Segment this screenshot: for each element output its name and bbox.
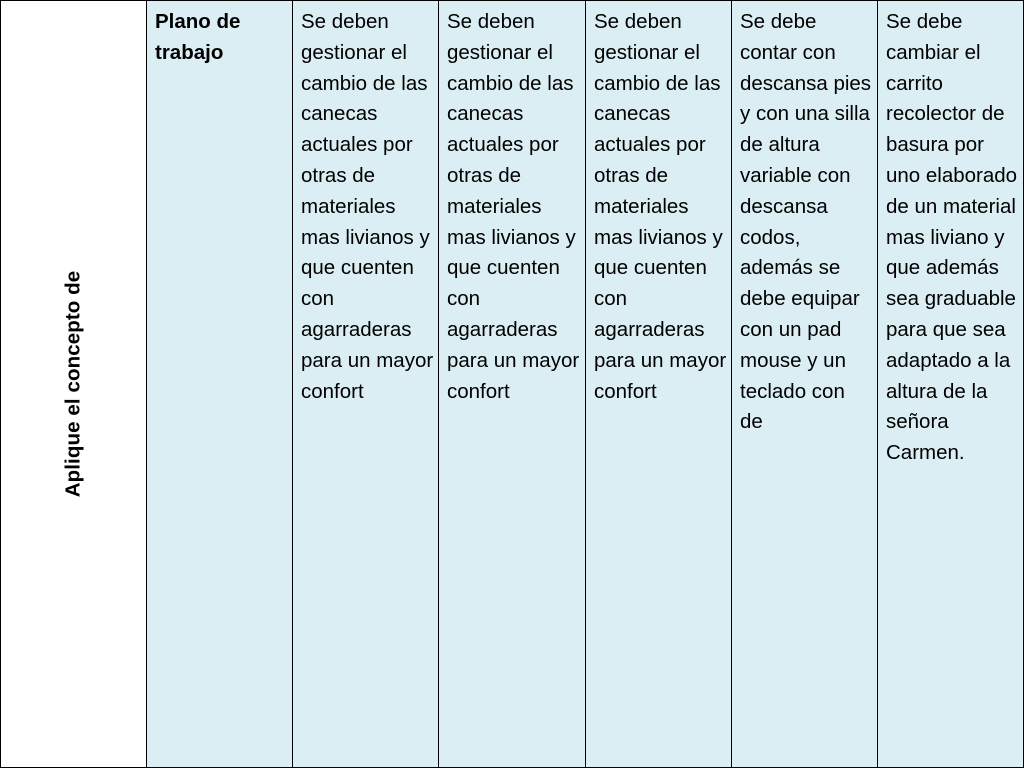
table-cell: Se deben gestionar el cambio de las canecas actuales por otras de materiales mas livianos y que cuenten con agarraderas para un mayor confort bbox=[586, 1, 732, 768]
table-cell: Se deben gestionar el cambio de las canecas actuales por otras de materiales mas livianos y que cuenten con agarraderas para un mayor confort bbox=[439, 1, 586, 768]
side-label: Aplique el concepto de bbox=[61, 270, 85, 498]
table-cell: Se deben gestionar el cambio de las canecas actuales por otras de materiales mas livianos y que cuenten con agarraderas para un mayor confort bbox=[293, 1, 439, 768]
table-row bbox=[1, 1, 1024, 768]
row-header-cell: Plano de trabajo bbox=[147, 1, 293, 768]
table-cell: Se debe contar con descansa pies y con una silla de altura variable con descansa codos, además se debe equipar con un pad mouse y un teclado con de bbox=[732, 1, 878, 768]
table-cell: Se debe cambiar el carrito recolector de basura por uno elaborado de un material mas liviano y que además sea graduable para que sea adaptado a la altura de la señora Carmen. bbox=[878, 1, 1024, 768]
side-label-cell bbox=[1, 1, 147, 768]
